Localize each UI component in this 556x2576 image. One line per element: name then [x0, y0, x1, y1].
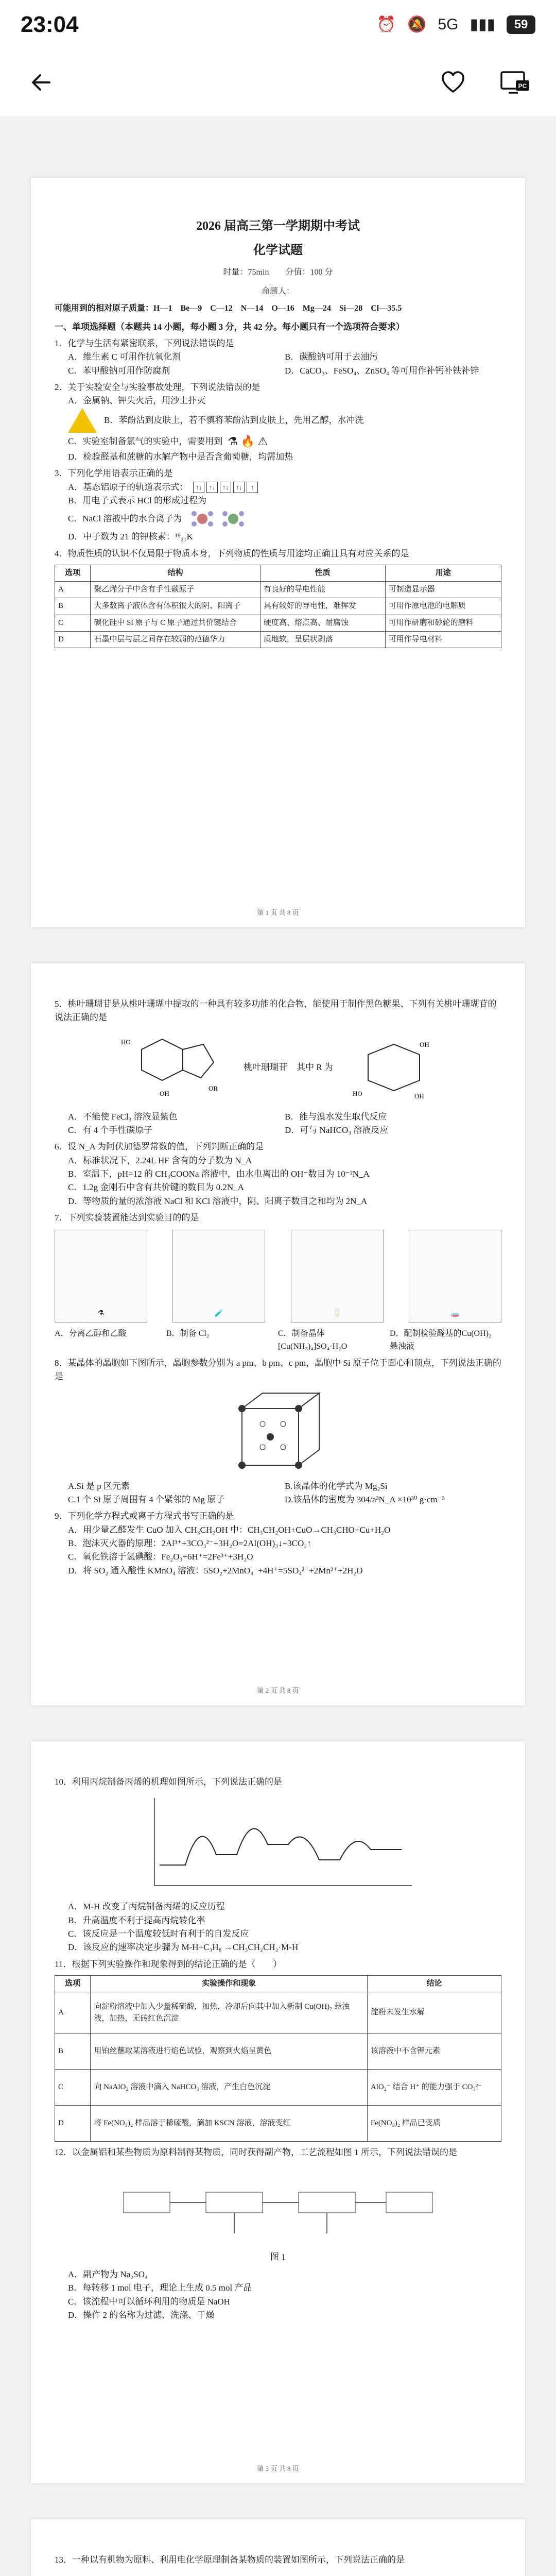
table-cell: C — [55, 615, 91, 631]
table-cell: 可制造显示器 — [385, 582, 501, 598]
table-cell: D — [55, 631, 91, 648]
doc-page-3 — [31, 1741, 525, 2483]
question-8: 8．某晶体的晶胞如下图所示，晶胞参数分别为 a pm、b pm、c pm，晶胞中 Si 原子位于面心和顶点，下列说法正确的是 — [55, 1358, 501, 1382]
nav-bar — [0, 49, 556, 116]
question-7: 7．下列实验装置能达到实验目的的是 — [55, 1213, 199, 1223]
q7-labels — [55, 1328, 501, 1353]
q11-table-header — [55, 1976, 501, 1992]
beaker-apparatus-icon: 🥛 — [291, 1230, 384, 1323]
nav-actions — [432, 62, 535, 103]
q12-option-b: B．每转移 1 mol 电子，理论上生成 0.5 mol 产品 — [68, 2283, 252, 2293]
table-cell: 有良好的导电性能 — [260, 582, 385, 598]
question-1: 1．化学与生活有紧密联系，下列说法错误的是 — [55, 338, 234, 349]
q9-option-b: B．泡沫灭火器的原理：2Al³⁺+3CO₃²⁻+3H₂O=2Al(OH)₃↓+3CO₂↑ — [68, 1538, 311, 1549]
q3-option-c-row — [55, 507, 501, 530]
sugar-ring-icon — [342, 1029, 445, 1106]
q2-option-b-row — [55, 408, 501, 433]
svg-text:HO: HO — [121, 1038, 131, 1046]
q5-options-row2 — [55, 1124, 501, 1137]
question-12: 12．以金属铝和某些物质为原料制得某物质，同时获得副产物，工艺流程如图 1 所示，下列说法错误的是 — [55, 2147, 457, 2158]
table-cell: 将 Fe(NO₃)₂ 样品溶于稀硫酸，滴加 KSCN 溶液，溶液变红 — [91, 2106, 368, 2142]
q3-option-a-row — [55, 481, 501, 494]
q2-option-b: B．苯酚沾到皮肤上，若不慎将苯酚沾到皮肤上，先用乙醇，水冲洗 — [104, 415, 364, 425]
page-footer: 第 2 页 共 8 页 — [257, 1686, 299, 1694]
energy-profile-diagram — [134, 1793, 422, 1896]
q7-option-b: B．制备 Cl₂ — [166, 1329, 210, 1338]
q12-figure-caption: 图 1 — [270, 2251, 286, 2262]
pc-label: PC — [518, 82, 527, 90]
question-5: 5．桃叶珊瑚苷是从桃叶珊瑚中提取的一种具有较多功能的化合物，能使用于制作黑色糖果、下列有关桃叶珊瑚苷的说法正确的是 — [55, 999, 497, 1023]
doc-page-2 — [31, 963, 525, 1705]
q3-option-b: B．用电子式表示 HCl 的形成过程为 — [68, 495, 207, 505]
q3-option-d: D．中子数为 21 的钾核素：¹⁹₂₁K — [68, 532, 193, 542]
table-cell: Fe(NO₃)₂ 样品已变质 — [367, 2106, 501, 2142]
q7-option-d: D．配制检验醛基的Cu(OH)₂ 悬浊液 — [390, 1329, 492, 1351]
q2-option-c: C．实验室制备氯气的实验中，需要用到 — [68, 436, 223, 446]
q11-table — [55, 1975, 501, 2142]
atomic-masses: 可能用到的相对原子质量：H—1 Be—9 C—12 N—14 O—16 Mg—24 Si—28 Cl—35.5 — [55, 303, 402, 313]
crystal-cell-icon — [227, 1388, 329, 1476]
q10-option-d: D．该反应的速率决定步骤为 M-H+C₃H₈ →CH₃CH₂CH₂·M-H — [68, 1942, 299, 1953]
question-3: 3．下列化学用语表示正确的是 — [55, 468, 173, 479]
question-4: 4．物质性质的认识不仅局限于物质本身，下列物质的性质与用途均正确且具有对应关系的是 — [55, 548, 409, 558]
battery-icon: 59 — [507, 15, 535, 34]
hazard-sign-icon — [68, 408, 97, 433]
test-tube-apparatus-icon: 🧫 — [409, 1230, 501, 1323]
q6-option-b: B．室温下，pH=12 的 CH₃COONa 溶液中，由水电离出的 OH⁻数目为 10⁻²N_A — [68, 1169, 370, 1179]
q1-option-a: A．维生素 C 可用作抗氧化剂 — [68, 352, 181, 362]
status-icons — [377, 15, 535, 34]
table-cell: 碳化硅中 Si 原子与 C 原子通过共价键结合 — [91, 615, 260, 631]
q8-figure — [55, 1388, 501, 1476]
table-cell: 石墨中层与层之间存在较弱的范德华力 — [91, 631, 260, 648]
table-cell: 质地软，呈层状剥落 — [260, 631, 385, 648]
table-cell: B — [55, 2033, 91, 2070]
table-cell: 可用作研磨和砂轮的磨料 — [385, 615, 501, 631]
q8-options-row1 — [55, 1480, 501, 1493]
q1-options-row1 — [55, 350, 501, 364]
q5-option-c: C．有 4 个手性碳原子 — [68, 1125, 153, 1136]
q6-option-d: D．等物质的量的浓溶液 NaCl 和 KCl 溶液中，阴、阳离子数目之和均为 2N_A — [68, 1196, 368, 1206]
table-cell: 大多数离子液体含有体积很大的阴、阳离子 — [91, 598, 260, 615]
question-10: 10．利用丙烷制备丙烯的机理如图所示，下列说法正确的是 — [55, 1777, 282, 1787]
table-row — [55, 582, 501, 598]
table-cell: 具有较好的导电性，难挥发 — [260, 598, 385, 615]
exam-subtitle: 化学试题 — [253, 244, 303, 258]
q12-figure — [55, 2164, 501, 2264]
table-cell: A — [55, 1992, 91, 2033]
q5-options-row1 — [55, 1110, 501, 1124]
doc-page-1 — [31, 178, 525, 927]
q5-option-a: A．不能使 FeCl₃ 溶液显紫色 — [68, 1111, 178, 1122]
table-cell: C — [55, 2070, 91, 2106]
table-cell: 向 NaAlO₂ 溶液中滴入 NaHCO₃ 溶液，产生白色沉淀 — [91, 2070, 368, 2106]
svg-text:HO: HO — [352, 1089, 362, 1097]
table-header-cell: 结论 — [367, 1976, 501, 1992]
q9-option-a: A．用少量乙醛发生 CuO 加入 CH₃CH₂OH 中：CH₃CH₂OH+CuO→CH₃CHO+Cu+H₂O — [68, 1524, 391, 1535]
q1-options-row2 — [55, 364, 501, 378]
q8-option-a: A.Si 是 p 区元素 — [68, 1481, 130, 1491]
table-row — [55, 2070, 501, 2106]
svg-text:OH: OH — [414, 1092, 424, 1100]
q12-option-c: C．该流程中可以循环利用的物质是 NaOH — [68, 2296, 230, 2307]
q6-option-a: A．标准状况下，2.24L HF 含有的分子数为 N_A — [68, 1155, 252, 1165]
section-1-heading: 一、单项选择题（本题共 14 小题，每小题 3 分，共 42 分。每小题只有一个选项符合要求） — [55, 321, 405, 332]
heart-icon[interactable] — [432, 62, 474, 103]
table-header-cell: 用途 — [385, 565, 501, 581]
svg-text:OH: OH — [419, 1040, 429, 1048]
q4-table-header — [55, 565, 501, 581]
table-row — [55, 615, 501, 631]
orbital-diagram-icon: ↑↓ ↑↓ ↑↓ ↑↓ ↑ — [193, 482, 258, 493]
q12-option-d: D．操作 2 的名称为过滤、洗涤、干燥 — [68, 2310, 215, 2320]
page-footer: 第 1 页 共 8 页 — [257, 908, 299, 917]
q5-figure — [55, 1029, 501, 1106]
q5-option-d: D．可与 NaHCO₃ 溶液反应 — [285, 1125, 389, 1136]
q1-option-d: D．CaCO₃、FeSO₄、ZnSO₄ 等可用作补钙补铁补锌 — [285, 365, 479, 376]
q7-apparatus-row — [55, 1230, 501, 1323]
question-11: 11．根据下列实验操作和现象得到的结论正确的是（ ） — [55, 1959, 282, 1969]
q2-option-a: A．金属钠、钾失火后，用沙土扑灭 — [68, 396, 206, 406]
q1-option-c: C．苯甲酸钠可用作防腐剂 — [68, 365, 170, 376]
q2-option-c-row — [55, 433, 501, 450]
q10-option-b: B．升高温度不利于提高丙烷转化率 — [68, 1915, 205, 1925]
table-cell: 向淀粉溶液中加入少量稀硫酸，加热，冷却后向其中加入新制 Cu(OH)₂ 悬浊液，加热，无砖红色沉淀 — [91, 1992, 368, 2033]
table-header-cell: 结构 — [91, 565, 260, 581]
status-time: 23:04 — [21, 11, 79, 37]
q5-figure-caption-1: 桃叶珊瑚苷 — [244, 1062, 288, 1072]
table-cell: 硬度高、熔点高、耐腐蚀 — [260, 615, 385, 631]
exam-title: 2026 届高三第一学期期中考试 — [196, 219, 360, 233]
q5-option-b: B．能与溴水发生取代反应 — [285, 1111, 387, 1122]
q10-option-c: C．该反应是一个温度较低时有利于的自发反应 — [68, 1929, 249, 1939]
table-cell: B — [55, 598, 91, 615]
table-cell: A — [55, 582, 91, 598]
exam-author: 命题人： — [261, 287, 294, 296]
table-row — [55, 598, 501, 615]
arrow-left-icon[interactable] — [21, 62, 62, 103]
q1-option-b: B．碳酸钠可用于去油污 — [285, 352, 378, 362]
q7-option-c: C．制备晶体[Cu(NH₃)₄]SO₄·H₂O — [278, 1329, 348, 1351]
table-cell: 用铂丝蘸取某溶液进行焰色试验，观察到火焰呈黄色 — [91, 2033, 368, 2070]
process-flow-diagram — [118, 2164, 438, 2241]
q8-option-b: B.该晶体的化学式为 Mg₂Si — [285, 1481, 388, 1491]
signal-label: 5G — [438, 15, 459, 33]
q7-option-a: A．分离乙醇和乙酸 — [55, 1329, 127, 1338]
q13-figure — [55, 2571, 501, 2576]
mute-icon: 🔕 — [407, 16, 427, 33]
q2-option-d: D．检验醛基和蔗糖的水解产物中是否含葡萄糖，均需加热 — [68, 451, 293, 462]
lab-symbol-icon: ⚗ 🔥 ⚠ — [228, 434, 268, 448]
doc-page-4 — [31, 2519, 525, 2576]
electrolytic-cell-diagram — [185, 2571, 371, 2576]
table-row — [55, 2033, 501, 2070]
distillation-apparatus-icon: ⚗ — [55, 1230, 147, 1323]
table-row — [55, 1992, 501, 2033]
page-footer: 第 3 页 共 8 页 — [257, 2464, 299, 2472]
q10-option-a: A．M-H 改变了丙烷制备丙烯的反应历程 — [68, 1902, 225, 1912]
q10-figure — [55, 1793, 501, 1896]
alarm-icon: ⏰ — [376, 16, 396, 33]
table-cell: 该溶液中不含钾元素 — [367, 2033, 501, 2070]
q3-option-a: A．基态铝原子的轨道表示式： — [68, 482, 188, 492]
q8-options-row2 — [55, 1493, 501, 1506]
question-2: 2．关于实验安全与实验事故处理，下列说法错误的是 — [55, 382, 260, 393]
table-cell: AlO₂⁻ 结合 H⁺ 的能力强于 CO₃²⁻ — [367, 2070, 501, 2106]
table-cell: 淀粉未发生水解 — [367, 1992, 501, 2033]
molecule-structure-icon — [111, 1029, 234, 1106]
q12-option-a: A．副产物为 Na₂SO₄ — [68, 2269, 148, 2279]
q8-option-c: C.1 个 Si 原子周围有 4 个紧邻的 Mg 原子 — [68, 1495, 225, 1505]
table-row — [55, 2106, 501, 2142]
table-cell: 可用作原电池的电解质 — [385, 598, 501, 615]
q6-option-c: C．1.2g 金刚石中含有共价键的数目为 0.2N_A — [68, 1182, 244, 1193]
signal-icon: ▮▮▮ — [470, 16, 495, 33]
svg-text:OR: OR — [208, 1084, 218, 1092]
question-6: 6．设 N_A 为阿伏加德罗常数的值，下列判断正确的是 — [55, 1142, 264, 1152]
table-header-cell: 选项 — [55, 1976, 91, 1992]
table-row — [55, 631, 501, 648]
q8-option-d: D.该晶体的密度为 304/a³N_A ×10³⁰ g·cm⁻³ — [285, 1495, 445, 1505]
table-cell: D — [55, 2106, 91, 2142]
q3-option-c: C．NaCl 溶液中的水合离子为 — [68, 514, 182, 524]
q5-figure-caption-2: 其中 R 为 — [297, 1062, 333, 1072]
pc-icon[interactable] — [494, 62, 535, 103]
q4-table — [55, 565, 501, 648]
table-header-cell: 性质 — [260, 565, 385, 581]
svg-text:OH: OH — [160, 1089, 169, 1097]
status-bar — [0, 0, 556, 49]
exam-meta: 时量：75min 分值：100 分 — [223, 268, 333, 277]
table-header-cell: 实验操作和现象 — [91, 1976, 368, 1992]
table-header-cell: 选项 — [55, 565, 91, 581]
hydrated-ions-icon — [187, 507, 249, 530]
table-cell: 聚乙烯分子中含有手性碳原子 — [91, 582, 260, 598]
q9-option-c: C．氧化铁溶于氢碘酸：Fe₂O₃+6H⁺=2Fe³⁺+3H₂O — [68, 1552, 253, 1562]
question-13: 13．一种以有机物为原料、利用电化学原理制备某物质的装置如图所示，下列说法正确的是 — [55, 2555, 405, 2565]
question-9: 9．下列化学方程式或离子方程式书写正确的是 — [55, 1511, 234, 1521]
table-cell: 可用作导电材料 — [385, 631, 501, 648]
q9-option-d: D．将 SO₂ 通入酸性 KMnO₄ 溶液：5SO₂+2MnO₄⁻+4H⁺=5SO₄²⁻+2Mn²⁺+2H₂O — [68, 1565, 363, 1575]
flask-apparatus-icon: 🧪 — [172, 1230, 265, 1323]
